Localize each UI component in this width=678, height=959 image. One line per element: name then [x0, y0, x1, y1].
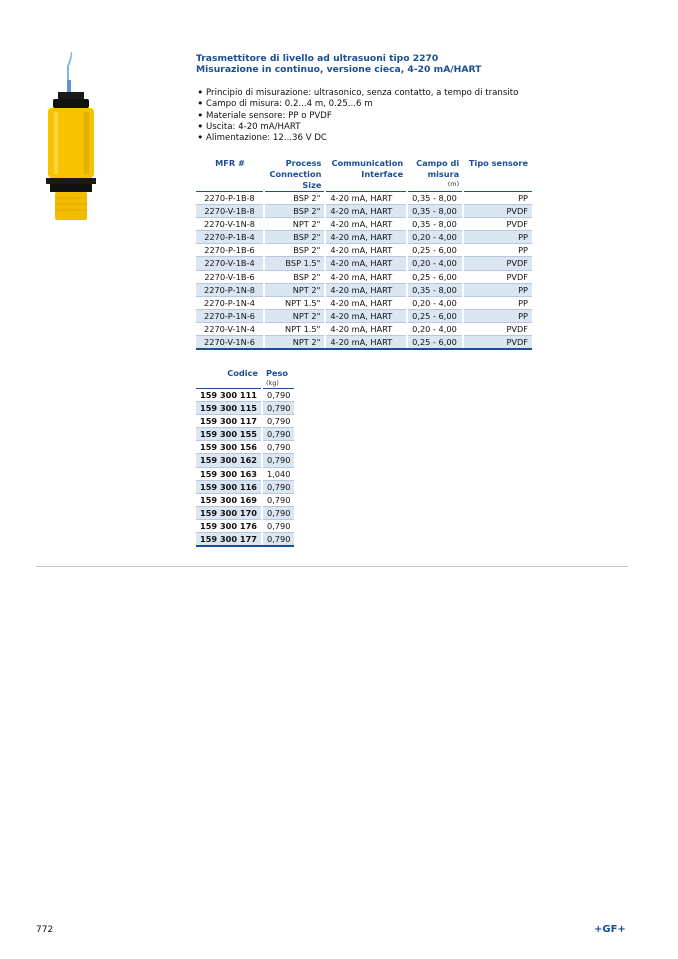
cell-process-size: NPT 2": [264, 336, 325, 350]
cell-range: 0,35 - 8,00: [407, 192, 463, 205]
feature-item: • Alimentazione: 12...36 V DC: [196, 133, 518, 144]
cell-range: 0,25 - 6,00: [407, 244, 463, 257]
table-row: [196, 192, 532, 205]
cell-process-size: NPT 2": [264, 283, 325, 296]
table-header-row: [196, 368, 294, 389]
cell-range: 0,20 - 4,00: [407, 296, 463, 309]
cell-sensor-type: PVDF: [463, 336, 532, 350]
table-row: [196, 441, 294, 454]
cell-sensor-type: PVDF: [463, 218, 532, 231]
table-row: [196, 467, 294, 480]
cell-communication: 4-20 mA, HART: [325, 336, 407, 350]
cell-process-size: BSP 2": [264, 244, 325, 257]
product-image: [36, 52, 106, 222]
cell-sensor-type: PVDF: [463, 257, 532, 270]
table-row: [196, 270, 532, 283]
cell-code: 159 300 156: [196, 441, 262, 454]
table-row: [196, 231, 532, 244]
cell-process-size: NPT 2": [264, 309, 325, 322]
cell-mfr: 2270-P-1N-6: [196, 309, 264, 322]
table-row: [196, 493, 294, 506]
col-header-communication: Communication Interface: [331, 158, 404, 179]
page-number: 772: [36, 925, 54, 935]
cell-sensor-type: PP: [463, 283, 532, 296]
table-row: [196, 415, 294, 428]
cell-process-size: BSP 1.5": [264, 257, 325, 270]
table-row: [196, 336, 532, 350]
table-row: [196, 257, 532, 270]
cell-code: 159 300 155: [196, 428, 262, 441]
cell-sensor-type: PVDF: [463, 270, 532, 283]
cell-process-size: BSP 2": [264, 231, 325, 244]
cell-range: 0,25 - 6,00: [407, 270, 463, 283]
product-title: [196, 53, 481, 75]
cell-mfr: 2270-V-1N-6: [196, 336, 264, 350]
cell-communication: 4-20 mA, HART: [325, 257, 407, 270]
code-table-body: [196, 389, 294, 547]
weight-unit: (kg): [265, 379, 279, 387]
cell-range: 0,35 - 8,00: [407, 205, 463, 218]
table-row: [196, 309, 532, 322]
cell-communication: 4-20 mA, HART: [325, 205, 407, 218]
table-row: [196, 283, 532, 296]
cell-communication: 4-20 mA, HART: [325, 244, 407, 257]
feature-item: • Principio di misurazione: ultrasonico, senza contatto, a tempo di transito: [196, 88, 518, 99]
table-row: [196, 205, 532, 218]
specification-table: [196, 158, 532, 350]
table-row: [196, 533, 294, 547]
table-row: [196, 454, 294, 467]
col-header-sensor: Tipo sensore: [468, 158, 528, 168]
cell-mfr: 2270-V-1B-6: [196, 270, 264, 283]
cell-range: 0,20 - 4,00: [407, 257, 463, 270]
cell-communication: 4-20 mA, HART: [325, 309, 407, 322]
table-header-row: [196, 158, 532, 192]
table-row: [196, 428, 294, 441]
cell-communication: 4-20 mA, HART: [325, 270, 407, 283]
range-unit: (m): [447, 180, 460, 188]
table-row: [196, 519, 294, 532]
cell-sensor-type: PP: [463, 309, 532, 322]
section-divider: [36, 566, 628, 567]
cell-weight: 0,790: [262, 441, 294, 454]
cell-mfr: 2270-V-1N-4: [196, 322, 264, 335]
cell-weight: 0,790: [262, 506, 294, 519]
cell-process-size: NPT 2": [264, 218, 325, 231]
cell-mfr: 2270-V-1N-8: [196, 218, 264, 231]
title-line-1: Trasmettitore di livello ad ultrasuoni tipo 2270: [196, 53, 439, 64]
cell-sensor-type: PP: [463, 231, 532, 244]
feature-list: [196, 88, 518, 144]
cell-process-size: BSP 2": [264, 205, 325, 218]
cell-weight: 0,790: [262, 454, 294, 467]
cell-communication: 4-20 mA, HART: [325, 218, 407, 231]
col-header-weight: Peso (kg): [262, 368, 294, 389]
cell-communication: 4-20 mA, HART: [325, 192, 407, 205]
cell-range: 0,35 - 8,00: [407, 283, 463, 296]
cell-process-size: BSP 2": [264, 270, 325, 283]
cell-weight: 0,790: [262, 402, 294, 415]
table-row: [196, 402, 294, 415]
cell-code: 159 300 176: [196, 519, 262, 532]
cell-weight: 0,790: [262, 428, 294, 441]
cell-mfr: 2270-P-1B-4: [196, 231, 264, 244]
table-row: [196, 480, 294, 493]
feature-item: • Campo di misura: 0.2...4 m, 0.25...6 m: [196, 99, 518, 110]
cell-mfr: 2270-P-1N-8: [196, 283, 264, 296]
cell-mfr: 2270-P-1B-6: [196, 244, 264, 257]
cell-weight: 0,790: [262, 533, 294, 547]
table-row: [196, 389, 294, 402]
cell-sensor-type: PVDF: [463, 205, 532, 218]
table-row: [196, 296, 532, 309]
cell-code: 159 300 162: [196, 454, 262, 467]
cell-mfr: 2270-P-1N-4: [196, 296, 264, 309]
cell-weight: 0,790: [262, 389, 294, 402]
cell-code: 159 300 117: [196, 415, 262, 428]
cell-code: 159 300 111: [196, 389, 262, 402]
cell-communication: 4-20 mA, HART: [325, 296, 407, 309]
cell-process-size: NPT 1.5": [264, 296, 325, 309]
cell-range: 0,25 - 6,00: [407, 309, 463, 322]
cell-code: 159 300 115: [196, 402, 262, 415]
cell-sensor-type: PP: [463, 244, 532, 257]
cell-code: 159 300 163: [196, 467, 262, 480]
cell-code: 159 300 169: [196, 493, 262, 506]
cell-mfr: 2270-V-1B-8: [196, 205, 264, 218]
specification-table-body: [196, 192, 532, 350]
cell-range: 0,35 - 8,00: [407, 218, 463, 231]
cell-sensor-type: PVDF: [463, 322, 532, 335]
cell-mfr: 2270-P-1B-8: [196, 192, 264, 205]
feature-item: • Uscita: 4-20 mA/HART: [196, 122, 518, 133]
cell-sensor-type: PP: [463, 192, 532, 205]
col-header-mfr: MFR #: [215, 158, 245, 168]
cell-weight: 0,790: [262, 519, 294, 532]
code-table: [196, 368, 294, 547]
cell-communication: 4-20 mA, HART: [325, 322, 407, 335]
cell-weight: 0,790: [262, 415, 294, 428]
cell-communication: 4-20 mA, HART: [325, 231, 407, 244]
col-header-range: Campo di misura (m): [407, 158, 463, 192]
cell-range: 0,20 - 4,00: [407, 231, 463, 244]
cell-process-size: BSP 2": [264, 192, 325, 205]
cell-code: 159 300 116: [196, 480, 262, 493]
title-line-2: Misurazione in continuo, versione cieca, 4-20 mA/HART: [196, 64, 482, 75]
cell-communication: 4-20 mA, HART: [325, 283, 407, 296]
col-header-process: Process Connection Size: [269, 158, 322, 190]
brand-logo: +GF+: [594, 924, 626, 935]
cell-code: 159 300 170: [196, 506, 262, 519]
feature-item: • Materiale sensore: PP o PVDF: [196, 111, 518, 122]
cell-mfr: 2270-V-1B-4: [196, 257, 264, 270]
cell-process-size: NPT 1.5": [264, 322, 325, 335]
cell-weight: 0,790: [262, 493, 294, 506]
table-row: [196, 244, 532, 257]
cell-range: 0,25 - 6,00: [407, 336, 463, 350]
cell-code: 159 300 177: [196, 533, 262, 547]
table-row: [196, 506, 294, 519]
col-header-code: Codice: [227, 368, 258, 378]
cell-weight: 1,040: [262, 467, 294, 480]
table-row: [196, 322, 532, 335]
cell-weight: 0,790: [262, 480, 294, 493]
table-row: [196, 218, 532, 231]
cell-range: 0,20 - 4,00: [407, 322, 463, 335]
cell-sensor-type: PP: [463, 296, 532, 309]
